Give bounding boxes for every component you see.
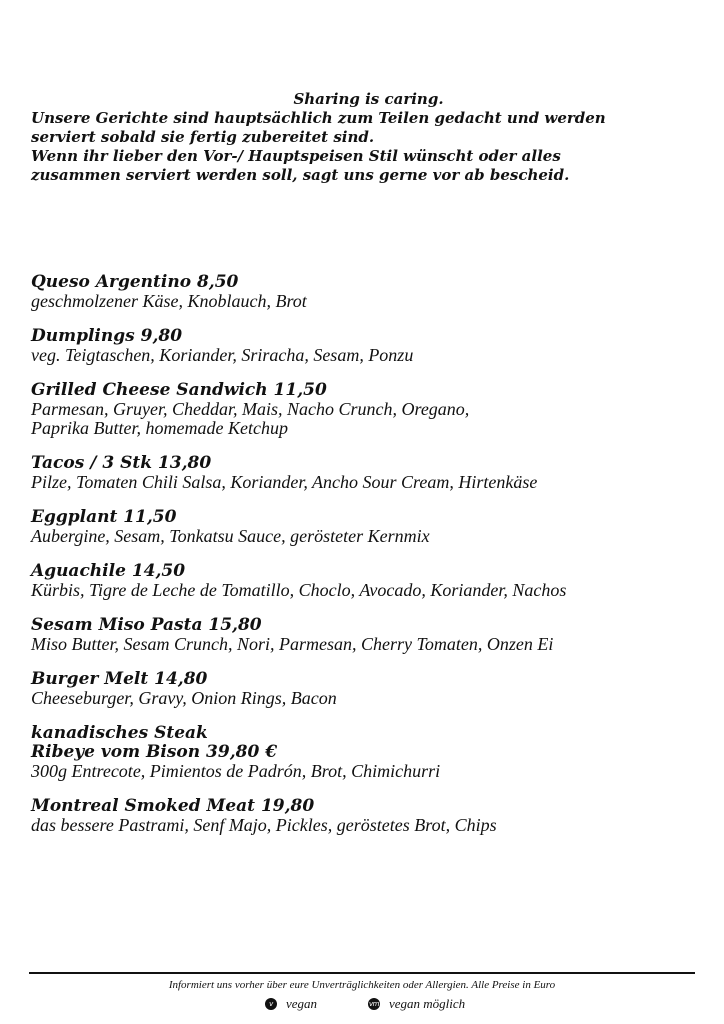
legend-vegan (265, 996, 317, 1012)
intro-line: serviert sobald sie fertig zubereitet sind. (31, 128, 375, 146)
menu-item-name: Sesam Miso Pasta 15,80 (31, 615, 262, 635)
menu-item (31, 797, 691, 835)
menu-list (31, 273, 691, 851)
menu-item-name: Dumplings 9,80 (31, 326, 183, 346)
legend-label: vegan möglich (389, 996, 466, 1011)
menu-item-description: 300g Entrecote, Pimientos de Padrón, Brot, Chimichurri (31, 761, 441, 781)
menu-item-name: Grilled Cheese Sandwich 11,50 (31, 380, 327, 400)
menu-item (31, 724, 691, 781)
footer-divider (29, 972, 695, 974)
menu-item-name: kanadisches Steak Ribeye vom Bison 39,80 € (31, 723, 278, 762)
menu-item-description: geschmolzener Käse, Knoblauch, Brot (31, 291, 307, 311)
intro-line: Unsere Gerichte sind hauptsächlich zum Teilen gedacht und werden (31, 109, 606, 127)
legend-label: vegan (286, 996, 318, 1011)
menu-item-description: Pilze, Tomaten Chili Salsa, Koriander, Ancho Sour Cream, Hirtenkäse (31, 472, 538, 492)
menu-item-name: Burger Melt 14,80 (31, 669, 208, 689)
intro-title: Sharing is caring. (293, 90, 444, 108)
menu-item-description: veg. Teigtaschen, Koriander, Sriracha, Sesam, Ponzu (31, 345, 414, 365)
menu-item (31, 454, 691, 492)
menu-item-description: Parmesan, Gruyer, Cheddar, Mais, Nacho Crunch, Oregano, Paprika Butter, homemade Ketchup (31, 399, 470, 438)
menu-item-description: das bessere Pastrami, Senf Majo, Pickles, geröstetes Brot, Chips (31, 815, 497, 835)
menu-item (31, 273, 691, 311)
menu-item-description: Miso Butter, Sesam Crunch, Nori, Parmesan, Cherry Tomaten, Onzen Ei (31, 634, 554, 654)
menu-item (31, 327, 691, 365)
menu-item-name: Eggplant 11,50 (31, 507, 177, 527)
intro-line: Wenn ihr lieber den Vor-/ Hauptspeisen Stil wünscht oder alles (31, 147, 561, 165)
menu-item-description: Cheeseburger, Gravy, Onion Rings, Bacon (31, 688, 337, 708)
menu-item-description: Kürbis, Tigre de Leche de Tomatillo, Choclo, Avocado, Koriander, Nachos (31, 580, 567, 600)
diet-legend (0, 996, 724, 1014)
menu-item-name: Aguachile 14,50 (31, 561, 186, 581)
vegan-icon: v (265, 998, 277, 1010)
intro-section (31, 90, 671, 185)
menu-item (31, 508, 691, 546)
vegan-possible-icon: vm (369, 1000, 379, 1008)
menu-item (31, 616, 691, 654)
legend-vegan-possible (368, 996, 465, 1012)
intro-line: zusammen serviert werden soll, sagt uns gerne vor ab bescheid. (31, 166, 570, 184)
menu-item-name: Tacos / 3 Stk 13,80 (31, 453, 212, 473)
menu-item-description: Aubergine, Sesam, Tonkatsu Sauce, gerösteter Kernmix (31, 526, 430, 546)
menu-item (31, 670, 691, 708)
menu-item-name: Queso Argentino 8,50 (31, 272, 239, 292)
menu-item (31, 562, 691, 600)
menu-item-name: Montreal Smoked Meat 19,80 (31, 796, 315, 816)
menu-item (31, 381, 691, 438)
allergy-note: Informiert uns vorher über eure Unverträglichkeiten oder Allergien. Alle Preise in Euro (168, 979, 556, 991)
